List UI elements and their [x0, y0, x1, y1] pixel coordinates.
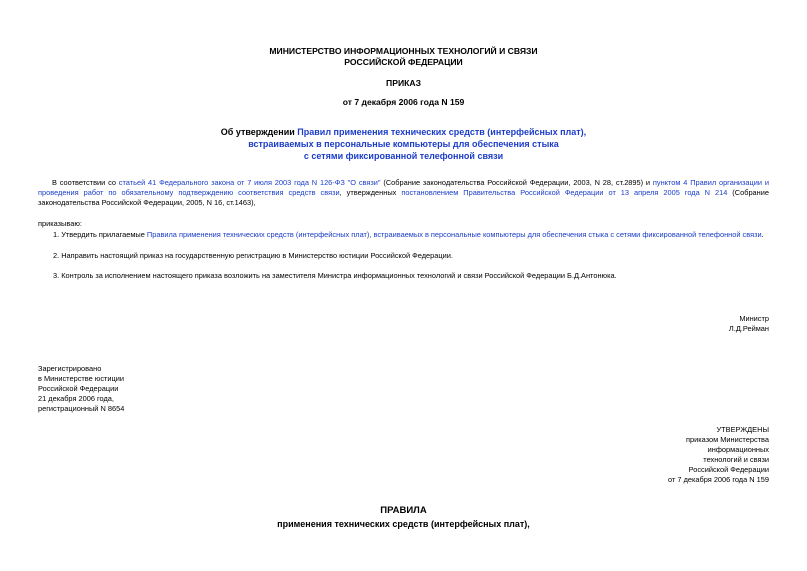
preamble-text-2: (Собрание законодательства Российской Федерации, 2003, N 28, ст.2895) и [380, 178, 653, 187]
item-1-suffix: . [761, 230, 764, 239]
approval-line-6: от 7 декабря 2006 года N 159 [668, 475, 769, 484]
approval-line-3: информационных [707, 445, 769, 454]
government-decree-link[interactable]: постановлением Правительства Российской Федерации от 13 апреля 2005 года N 214 [401, 188, 728, 197]
item-2: 2. Направить настоящий приказ на государственную регистрацию в Министерство юстиции Российской Федерации. [53, 251, 453, 260]
signature-name: Л.Д.Рейман [728, 324, 769, 333]
title-link-line-2[interactable]: встраиваемых в персональные компьютеры для обеспечения стыка [248, 139, 559, 149]
title-link-line-3[interactable]: с сетями фиксированной телефонной связи [303, 151, 504, 161]
title-link-line-1[interactable]: Правил применения технических средств (интерфейсных плат), [297, 127, 587, 137]
order-word: приказываю: [38, 219, 82, 228]
preamble-paragraph [38, 178, 769, 208]
registration-line-5: регистрационный N 8654 [38, 404, 125, 413]
item-1-rules-link[interactable]: Правила применения технических средств (интерфейсных плат), встраиваемых в персональные компьютеры для обеспечения стыка с сетями фиксированной телефонной связи [146, 230, 762, 239]
ministry-line-1: МИНИСТЕРСТВО ИНФОРМАЦИОННЫХ ТЕХНОЛОГИЙ И СВЯЗИ [269, 46, 538, 56]
signature-position: Министр [739, 314, 769, 323]
ministry-line-2: РОССИЙСКОЙ ФЕДЕРАЦИИ [344, 57, 463, 67]
law-link[interactable]: статьей 41 Федерального закона от 7 июля 2003 года N 126-ФЗ "О связи" [118, 178, 381, 187]
registration-line-2: в Министерстве юстиции [38, 374, 125, 383]
doc-date-number: от 7 декабря 2006 года N 159 [342, 97, 465, 107]
preamble-text-3: , утвержденных [339, 188, 402, 197]
approval-line-4: технологий и связи [703, 455, 769, 464]
doc-type: ПРИКАЗ [386, 78, 421, 88]
ministry-name [0, 46, 807, 68]
item-1 [53, 230, 773, 240]
registration-line-3: Российской Федерации [38, 384, 119, 393]
preamble-text-1: В соответствии со [52, 178, 119, 187]
rules-subheading: применения технических средств (интерфейсных плат), [277, 519, 530, 529]
rules-heading: ПРАВИЛА [380, 505, 427, 516]
registration-block [38, 364, 124, 414]
item-1-prefix: 1. Утвердить прилагаемые [53, 230, 147, 239]
item-3: 3. Контроль за исполнением настоящего приказа возложить на заместителя Министра информационных технологий и связи Российской Федерации Б.Д.Антонюка. [53, 271, 617, 280]
rules-point-link[interactable]: пунктом 4 Правил организации и проведения работ по обязательному подтверждению соответствия средств связи [38, 178, 769, 197]
preamble-text-4: (Собрание законодательства Российской Федерации, 2005, N 16, ст.1463), [38, 188, 769, 207]
approval-block [668, 425, 769, 485]
approval-line-2: приказом Министерства [686, 435, 769, 444]
registration-line-1: Зарегистрировано [38, 364, 102, 373]
registration-line-4: 21 декабря 2006 года, [38, 394, 114, 403]
order-title [0, 126, 807, 162]
approval-line-1: УТВЕРЖДЕНЫ [716, 425, 769, 434]
title-prefix: Об утверждении [220, 127, 298, 137]
signature-block [729, 314, 769, 334]
approval-line-5: Российской Федерации [688, 465, 769, 474]
